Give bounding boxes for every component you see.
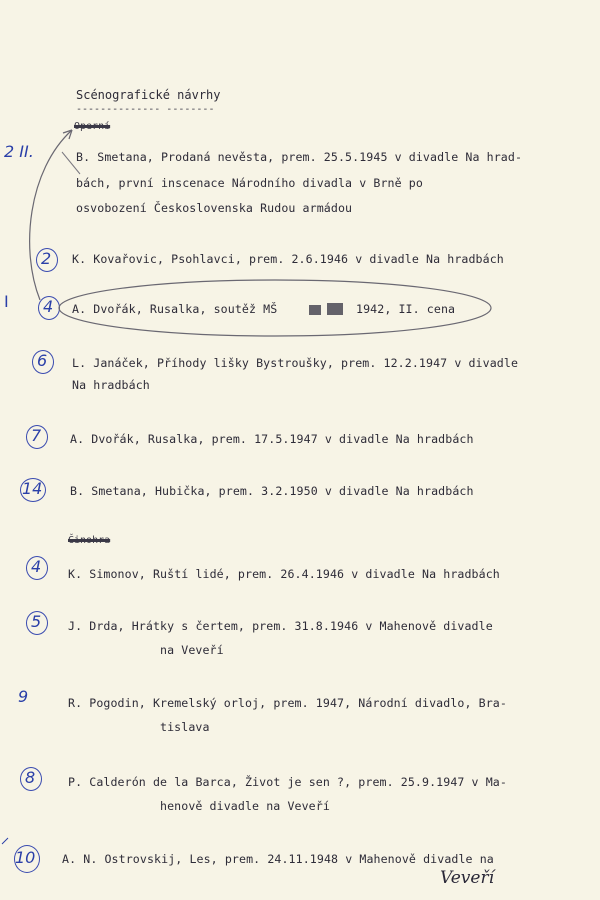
entry-number: 2 II. <box>4 142 34 161</box>
entry-number: 14 <box>22 479 43 498</box>
entry-number: 10 <box>15 848 36 867</box>
entry-line: henově divadle na Veveří <box>160 799 330 813</box>
entry-line: K. Simonov, Ruští lidé, prem. 26.4.1946 v divadle Na hradbách <box>68 567 500 581</box>
section-heading-drama: Činohra <box>68 535 111 546</box>
entry-number: 2 <box>41 249 52 268</box>
entry-line: P. Calderón de la Barca, Život je sen ?, prem. 25.9.1947 v Ma- <box>68 775 507 789</box>
entry-line: R. Pogodin, Kremelský orloj, prem. 1947, Národní divadlo, Bra- <box>68 696 507 710</box>
handwritten-note: Veveří <box>440 868 495 888</box>
section-heading-opera: Operní <box>74 121 111 132</box>
entry-line: A. Dvořák, Rusalka, soutěž MŠ <box>72 302 278 316</box>
entry-number: 7 <box>31 426 42 445</box>
entry-line: A. Dvořák, Rusalka, prem. 17.5.1947 v divadle Na hradbách <box>70 432 474 446</box>
entry-line: K. Kovařovic, Psohlavci, prem. 2.6.1946 v divadle Na hradbách <box>72 252 504 266</box>
entry-number: 4 <box>31 557 42 576</box>
entry-number: 4 <box>43 297 54 316</box>
entry-number: 5 <box>31 612 42 631</box>
entry-line: bách, první inscenace Národního divadla v Brně po <box>76 176 423 190</box>
entry-prefix: I <box>4 292 9 311</box>
entry-line: na Veveří <box>160 643 224 657</box>
entry-line: B. Smetana, Prodaná nevěsta, prem. 25.5.1945 v divadle Na hrad- <box>76 150 523 164</box>
entry-number: 9 <box>18 687 29 706</box>
title-underline: -------------- -------- <box>76 104 215 115</box>
entry-number: 8 <box>25 768 36 787</box>
entry-line: 1942, II. cena <box>356 302 456 316</box>
entry-line: B. Smetana, Hubička, prem. 3.2.1950 v divadle Na hradbách <box>70 484 474 498</box>
entry-line: J. Drda, Hrátky s čertem, prem. 31.8.1946 v Mahenově divadle <box>68 619 493 633</box>
entry-line: tislava <box>160 720 210 734</box>
page-title: Scénografické návrhy <box>76 88 221 102</box>
entry-line: osvobození Československa Rudou armádou <box>76 201 353 215</box>
entry-line: L. Janáček, Příhody lišky Bystroušky, prem. 12.2.1947 v divadle <box>72 356 519 370</box>
entry-number: 6 <box>37 351 48 370</box>
entry-line: A. N. Ostrovskij, Les, prem. 24.11.1948 v Mahenově divadle na <box>62 852 494 866</box>
entry-line: Na hradbách <box>72 378 150 392</box>
